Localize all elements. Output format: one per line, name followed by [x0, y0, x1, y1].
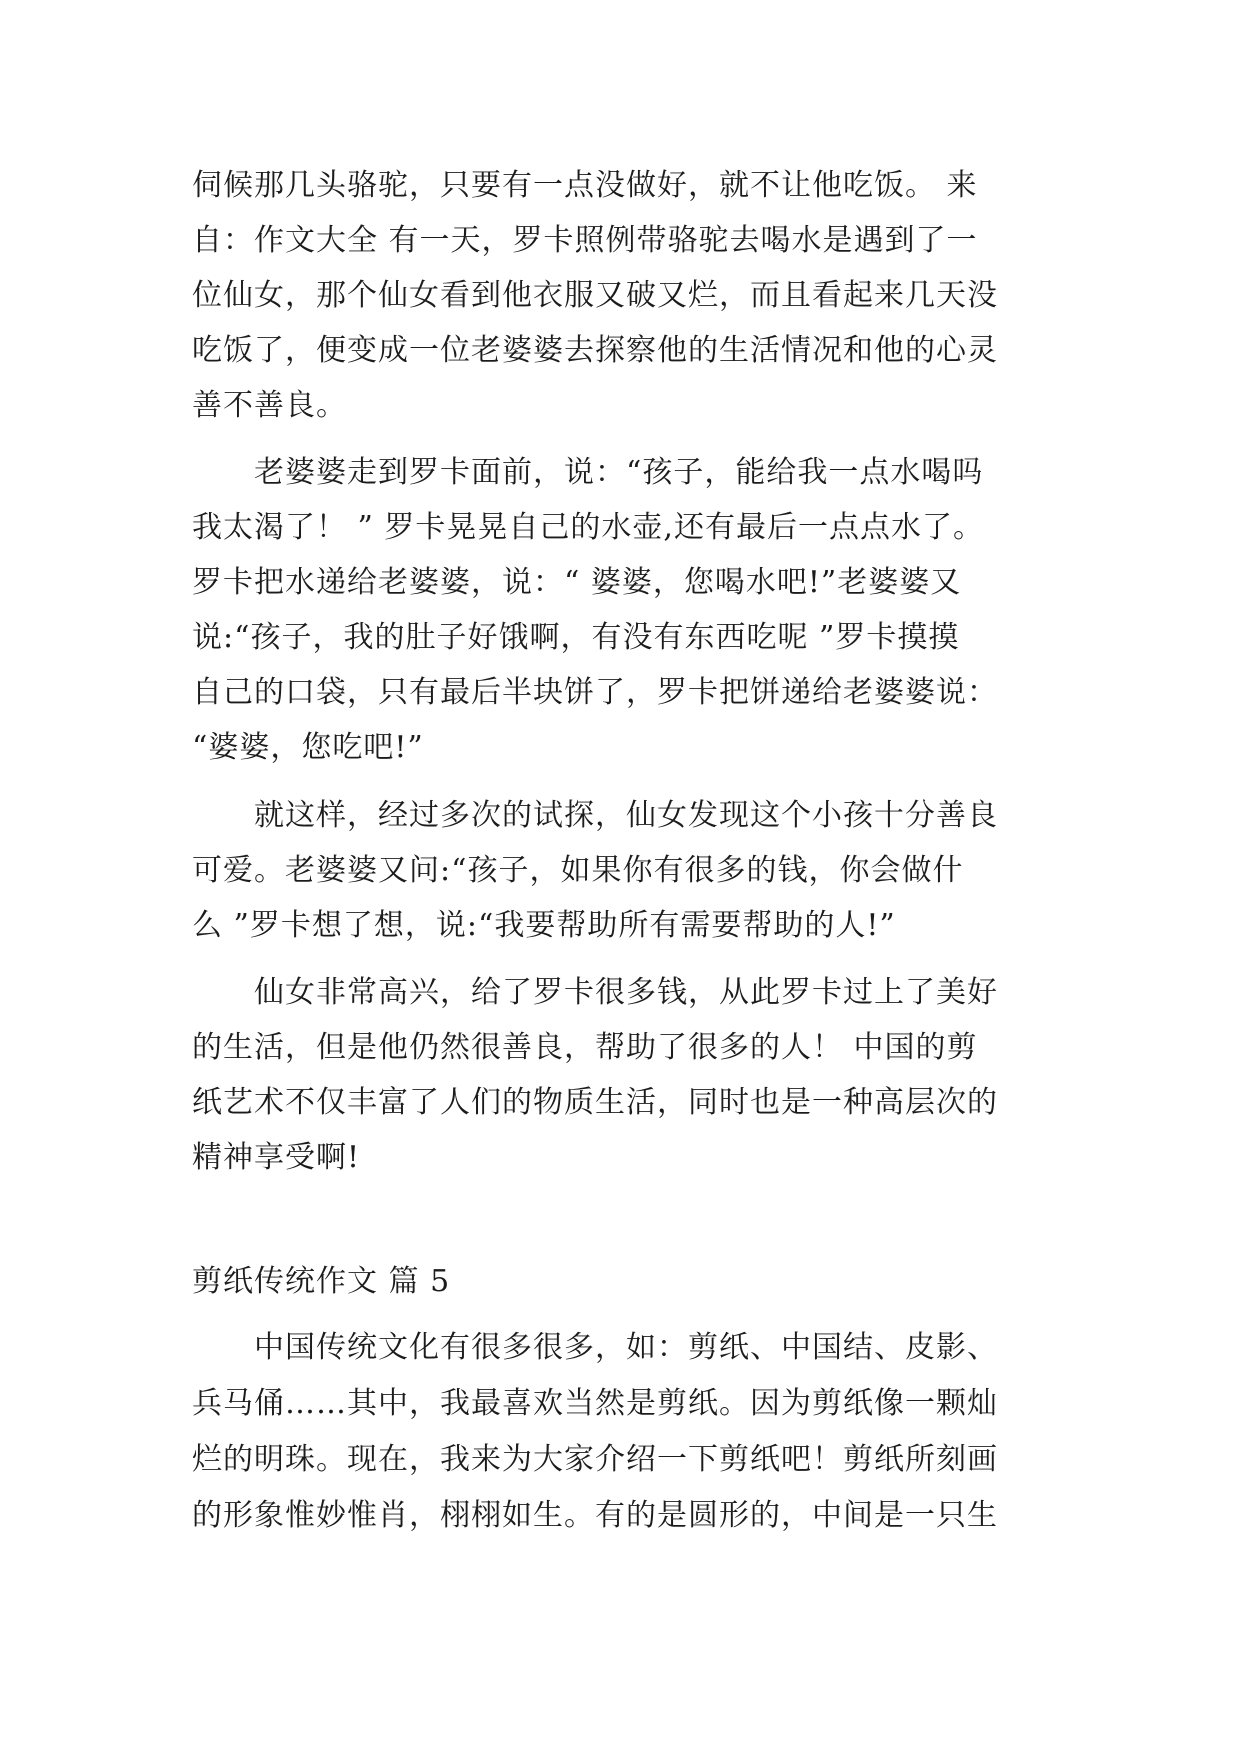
text-line: 位仙女，那个仙女看到他衣服又破又烂，而且看起来几天没: [192, 278, 998, 313]
text-line: “婆婆，您吃吧!”: [192, 730, 424, 765]
text-line: 我太渴了！ ” 罗卡晃晃自己的水壶,还有最后一点点水了。: [192, 510, 984, 545]
text-line: 的生活，但是他仍然很善良，帮助了很多的人！ 中国的剪: [192, 1030, 978, 1065]
text-line: 伺候那几头骆驼，只要有一点没做好，就不让他吃饭。 来: [192, 168, 978, 203]
paragraph-first-line: 就这样，经过多次的试探，仙女发现这个小孩十分善良: [254, 798, 998, 833]
text-line: 精神享受啊!: [192, 1140, 361, 1175]
text-line: 自己的口袋，只有最后半块饼了，罗卡把饼递给老婆婆说：: [192, 675, 998, 710]
text-line: 罗卡把水递给老婆婆，说：“ 婆婆，您喝水吧!”老婆婆又: [192, 565, 962, 600]
text-line: 可爱。老婆婆又问:“孩子，如果你有很多的钱，你会做什: [192, 853, 964, 888]
paragraph-first-line: 中国传统文化有很多很多，如：剪纸、中国结、皮影、: [254, 1330, 998, 1365]
text-line: 的形象惟妙惟肖，栩栩如生。有的是圆形的，中间是一只生: [192, 1498, 998, 1533]
section-heading: 剪纸传统作文 篇 5: [192, 1264, 451, 1299]
paragraph-first-line: 老婆婆走到罗卡面前，说：“孩子，能给我一点水喝吗: [254, 455, 984, 490]
text-line: 纸艺术不仅丰富了人们的物质生活，同时也是一种高层次的: [192, 1085, 998, 1120]
text-line: 自：作文大全 有一天，罗卡照例带骆驼去喝水是遇到了一: [192, 223, 978, 258]
paragraph-first-line: 仙女非常高兴，给了罗卡很多钱，从此罗卡过上了美好: [254, 975, 998, 1010]
text-line: 吃饭了，便变成一位老婆婆去探察他的生活情况和他的心灵: [192, 333, 998, 368]
text-line: 说:“孩子，我的肚子好饿啊，有没有东西吃呢 ”罗卡摸摸: [192, 620, 960, 655]
text-line: 么 ”罗卡想了想，说:“我要帮助所有需要帮助的人!”: [192, 908, 896, 943]
text-line: 善不善良。: [192, 388, 347, 423]
text-line: 兵马俑……其中，我最喜欢当然是剪纸。因为剪纸像一颗灿: [192, 1386, 998, 1421]
text-line: 烂的明珠。现在，我来为大家介绍一下剪纸吧！剪纸所刻画: [192, 1442, 998, 1477]
